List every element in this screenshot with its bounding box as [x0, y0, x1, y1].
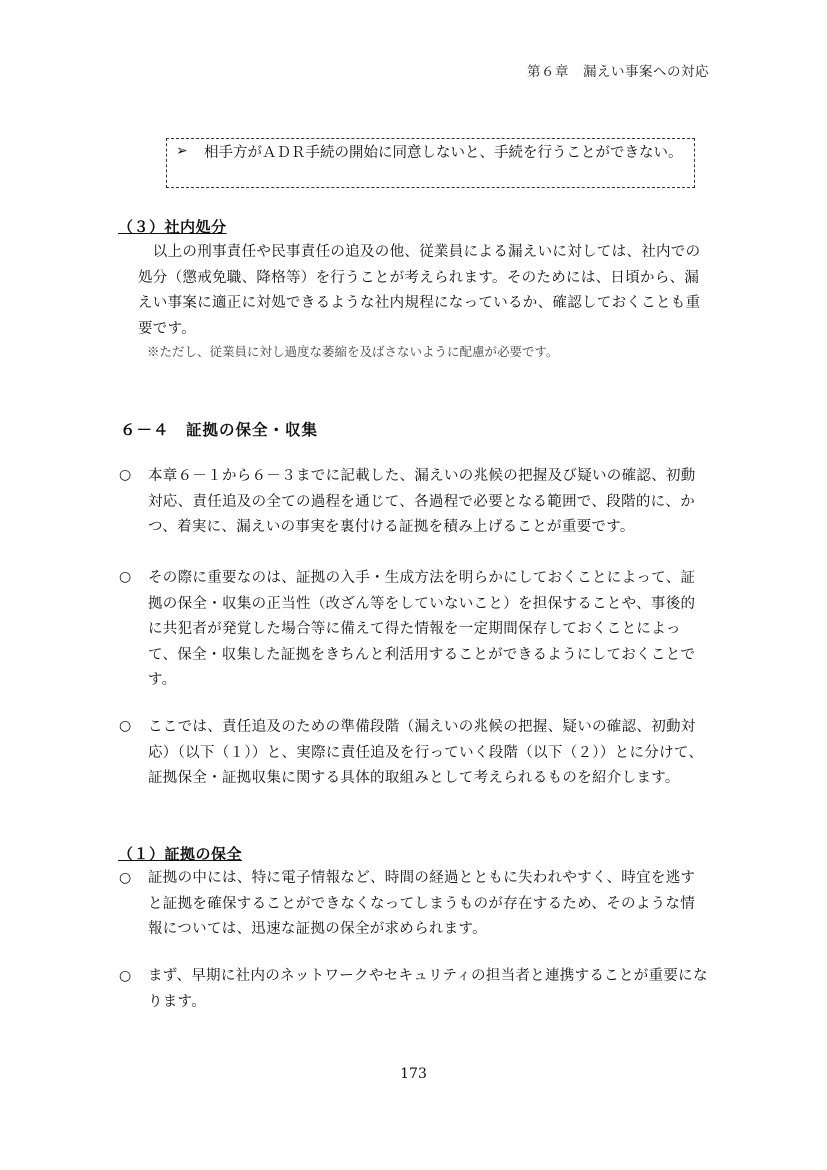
circle-bullet-icon: ○ [119, 467, 132, 483]
circle-bullet-icon: ○ [119, 569, 132, 585]
section-6-4-title: ６－４ 証拠の保全・収集 [120, 421, 319, 439]
page-number: 173 [400, 1066, 427, 1082]
bullet-item: まず、早期に社内のネットワークやセキュリティの担当者と連携することが重要になります。 [148, 968, 708, 1010]
bullet-item: 証拠の中には、特に電子情報など、時間の経過とともに失われやすく、時宜を逃すと証拠を確保することができなくなってしまうものが存在するため、そのような情報については、迅速な証拠の保全が求められます。 [148, 870, 696, 937]
subsection-1-heading: （１）証拠の保全 [118, 845, 243, 863]
section-3-body: 以上の刑事責任や民事責任の追及の他、従業員による漏えいに対しては、社内での処分（懲戒免職、降格等）を行うことが考えられます。そのためには、日頃から、漏えい事案に適正に対処できるような社内規程になっているか、確認しておくことも重要です。 [138, 244, 701, 337]
bullet-item: 本章６－１から６－３までに記載した、漏えいの兆候の把握及び疑いの確認、初動対応、責任追及の全ての過程を通じて、各過程で必要となる範囲で、段階的に、かつ、着実に、漏えいの事実を裏付ける証拠を積み上げることが重要です。 [148, 468, 696, 535]
bullet-item: ここでは、責任追及のための準備段階（漏えいの兆候の把握、疑いの確認、初動対応）（以下（１））と、実際に責任追及を行っていく段階（以下（２））とに分けて、証拠保全・証拠収集に関する具体的取組みとして考えられるものを紹介します。 [148, 719, 704, 786]
note-box-text: 相手方がＡＤＲ手続の開始に同意しないと、手続を行うことができない。 [204, 145, 683, 161]
circle-bullet-icon: ○ [119, 968, 132, 984]
chapter-header: 第６章 漏えい事案への対応 [527, 64, 709, 80]
section-3-note: ※ただし、従業員に対し過度な萎縮を及ばさないように配慮が必要です。 [147, 344, 559, 359]
section-3-heading: （３）社内処分 [118, 218, 227, 236]
circle-bullet-icon: ○ [119, 718, 132, 734]
bullet-item: その際に重要なのは、証拠の入手・生成方法を明らかにしておくことによって、証拠の保全・収集の正当性（改ざん等をしていないこと）を担保することや、事後的に共犯者が発覚した場合等に備えて得た情報を一定期間保存しておくことによって、保全・収集した証拠をきちんと利活用することができるようにしておくことです。 [148, 570, 696, 688]
arrow-bullet-icon: ➢ [176, 143, 188, 159]
circle-bullet-icon: ○ [119, 870, 132, 886]
